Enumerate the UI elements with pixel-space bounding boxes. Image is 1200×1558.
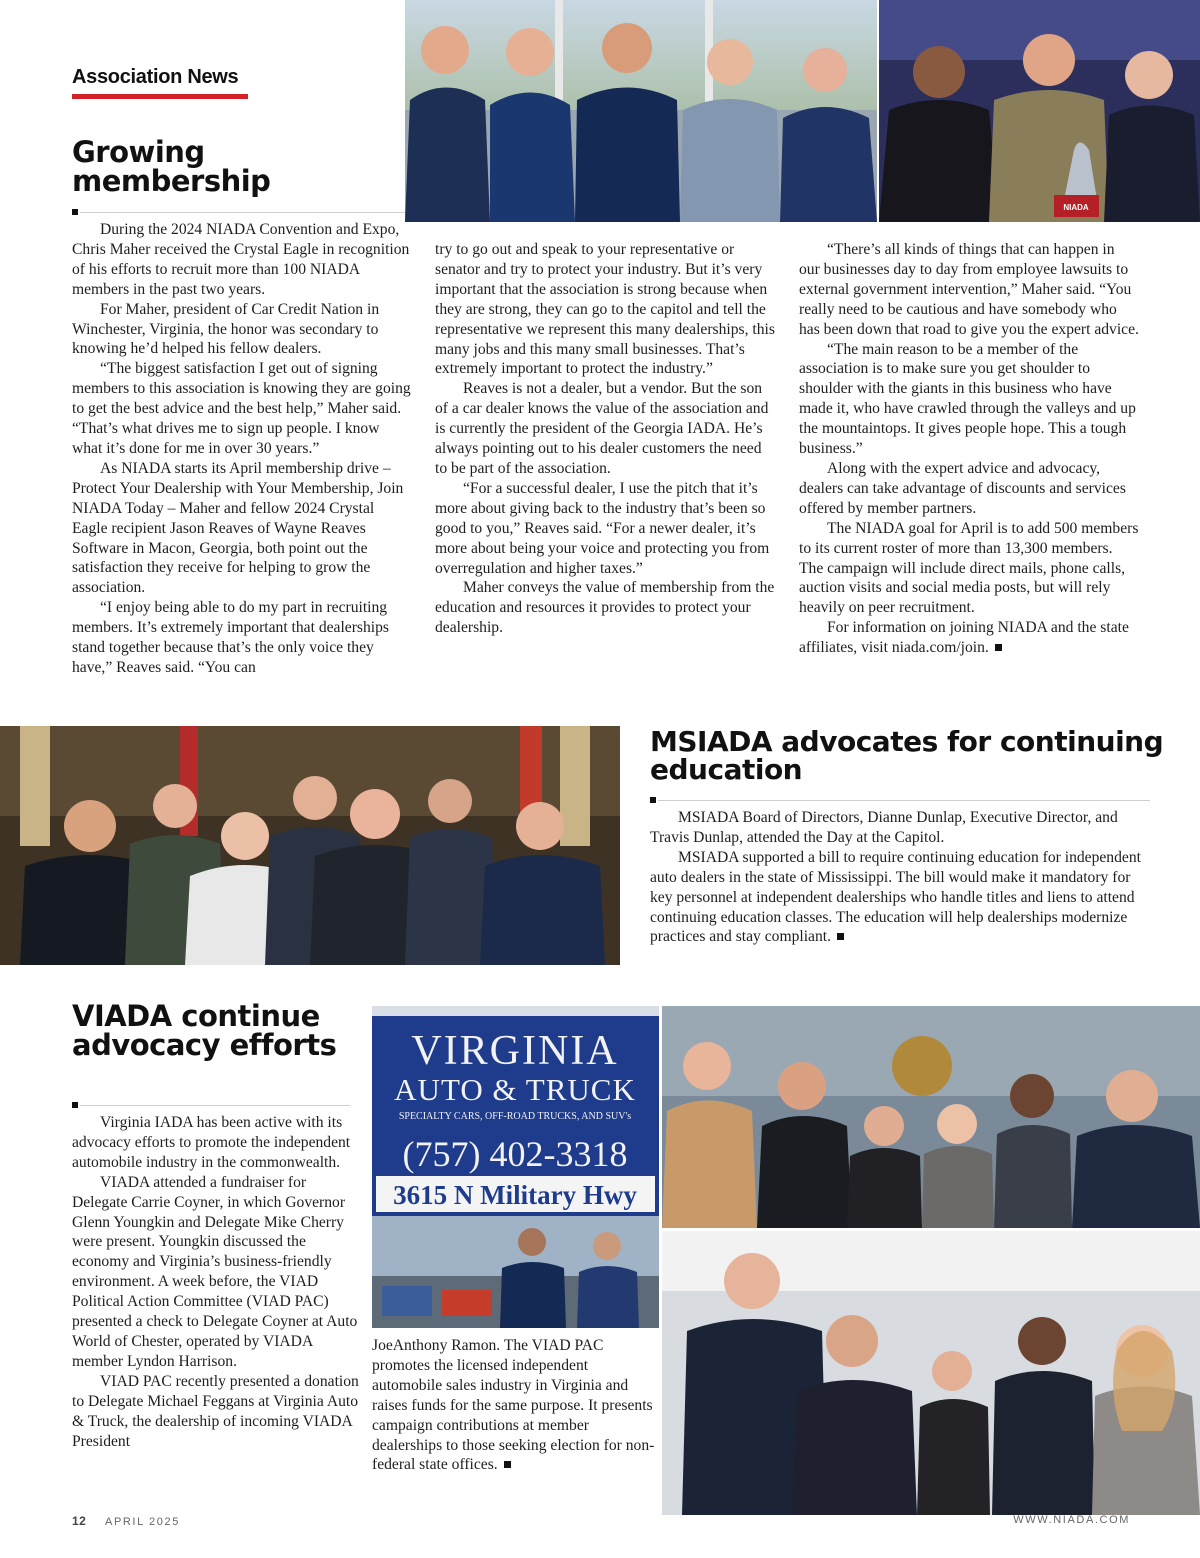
paragraph: “There’s all kinds of things that can happen in our businesses day to day from employee lawsuits to external government intervention,” Maher said. “You really need to be cautious and have somebody who has been down that road to give you the expert advice. [799, 241, 1139, 338]
end-mark [995, 644, 1002, 651]
divider-rule [80, 1105, 350, 1106]
paragraph: MSIADA supported a bill to require continuing education for independent auto dealers in the state of Mississippi. The bill would make it mandatory for key personnel at independent dealerships who handle titles and liens to attend continuing education classes. The education will help dealerships modernize practices and stay compliant. [650, 848, 1141, 946]
article1-column-2 [435, 240, 777, 638]
section-bullet [72, 1102, 78, 1108]
divider-rule [658, 800, 1150, 801]
paragraph: During the 2024 NIADA Convention and Expo, Chris Maher received the Crystal Eagle in recognition of his efforts to recruit more than 100 NIADA members in the past two years. [72, 221, 410, 298]
paragraph: JoeAnthony Ramon. The VIAD PAC promotes the licensed independent automobile sales industry in Virginia and raises funds for the same purpose. It presents campaign contributions at member dealerships to those seeking election for non-federal state offices. [372, 1337, 655, 1474]
photo-fundraiser-group [662, 1006, 1200, 1228]
footer-website: WWW.NIADA.COM [1013, 1514, 1130, 1526]
paragraph: “The biggest satisfaction I get out of signing members to this association is knowing they are going to get the best advice and the best help,” Maher said. “That’s what drives me to sign up people. I know what it’s done for me in over 30 years.” [72, 360, 411, 457]
paragraph: The NIADA goal for April is to add 500 members to its current roster of more than 13,300 members. The campaign will include direct mails, phone calls, auction visits and social media posts, but will rely heavily on peer recruitment. [799, 519, 1139, 617]
paragraph: “The main reason to be a member of the association is to make sure you get shoulder to shoulder with the giants in this business who have made it, who have crawled through the valleys and up the mountaintops. It gives people hope. This a tough business.” [799, 340, 1136, 458]
paragraph: As NIADA starts its April membership drive – Protect Your Dealership with Your Membership, Join NIADA Today – Maher and fellow 2024 Crystal Eagle recipient Jason Reaves of Wayne Reaves Software in Macon, Georgia, both point out the satisfaction they receive for helping to grow the association. [72, 459, 404, 597]
article1-column-3 [799, 240, 1139, 658]
paragraph: For Maher, president of Car Credit Nation in Winchester, Virginia, the honor was secondary to knowing he’d helped his fellow dealers. [72, 300, 380, 358]
sign-line-3: SPECIALTY CARS, OFF-ROAD TRUCKS, AND SUV's [398, 1111, 632, 1122]
end-mark [837, 933, 844, 940]
paragraph: “I enjoy being able to do my part in recruiting members. It’s extremely important that dealerships stand together because that’s the only voice they have,” Reaves said. “You can [72, 599, 389, 676]
paragraph: For information on joining NIADA and the state affiliates, visit niada.com/join. [799, 619, 1129, 657]
paragraph: try to go out and speak to your representative or senator and try to protect your industry. But it’s very important that the association is strong because when they are strong, they can go to the capitol and tell the representative we represent this many dealerships, this many jobs and this many small businesses. That’s extremely important to protect the industry.” [435, 241, 775, 378]
section-bullet [650, 797, 656, 803]
photo-governor-group [662, 1231, 1200, 1515]
end-mark [504, 1461, 511, 1468]
paragraph: Along with the expert advice and advocacy, dealers can take advantage of discounts and services offered by member partners. [799, 459, 1126, 517]
paragraph: Virginia IADA has been active with its advocacy efforts to promote the independent automobile industry in the commonwealth. [72, 1114, 351, 1171]
section-label: Association News [72, 66, 239, 88]
paragraph: Reaves is not a dealer, but a vendor. But the son of a car dealer knows the value of the association and is currently the president of the Georgia IADA. He’s always pointing out to his dealer customers the need to be part of the association. [435, 380, 769, 477]
article3-column-2 [372, 1336, 659, 1475]
sign-phone: (757) 402-3318 [402, 1134, 628, 1174]
article2-body [650, 808, 1150, 947]
paragraph: “For a successful dealer, I use the pitch that it’s more about giving back to the industry that’s been so good to you,” Reaves said. “For a newer dealer, it’s more about being your voice and protecting you from overregulation and higher taxes.” [435, 479, 770, 577]
section-bullet [72, 209, 78, 215]
article3-column-1 [72, 1113, 362, 1451]
sign-address: 3615 N Military Hwy [393, 1180, 637, 1210]
section-accent-rule [72, 94, 248, 99]
page-number: 12 [72, 1514, 87, 1528]
photo-crystal-eagle-award [879, 0, 1200, 222]
photo-virginia-auto-truck-sign [372, 1006, 659, 1328]
photo-msiada-capitol-group [0, 726, 620, 965]
paragraph: VIADA attended a fundraiser for Delegate Carrie Coyner, in which Governor Glenn Youngkin and Delegate Mike Cherry were present. Youngkin discussed the economy and Virginia’s business-friendly environment. A week before, the VIAD Political Action Committee (VIAD PAC) presented a check to Delegate Coyner at Auto World of Chester, operated by VIADA member Lyndon Harrison. [72, 1173, 358, 1370]
award-base-label: NIADA [1063, 203, 1089, 212]
photo-group-five-men [405, 0, 877, 222]
paragraph: MSIADA Board of Directors, Dianne Dunlap, Executive Director, and Travis Dunlap, attended the Day at the Capitol. [650, 809, 1118, 846]
headline-growing-membership: Growing membership [72, 135, 271, 198]
footer-left [72, 1514, 180, 1528]
sign-line-2: AUTO & TRUCK [394, 1072, 636, 1107]
paragraph: VIAD PAC recently presented a donation to Delegate Michael Feggans at Virginia Auto & Truck, the dealership of incoming VIADA President [72, 1372, 359, 1450]
paragraph: Maher conveys the value of membership from the education and resources it provides to protect your dealership. [435, 579, 775, 637]
issue-date: APRIL 2025 [105, 1516, 180, 1528]
sign-line-1: VIRGINIA [411, 1028, 619, 1074]
divider-rule [80, 212, 405, 213]
headline-viada: VIADA continue advocacy efforts [72, 999, 337, 1062]
article1-column-1 [72, 220, 412, 678]
headline-msiada: MSIADA advocates for continuing education [650, 725, 1164, 786]
